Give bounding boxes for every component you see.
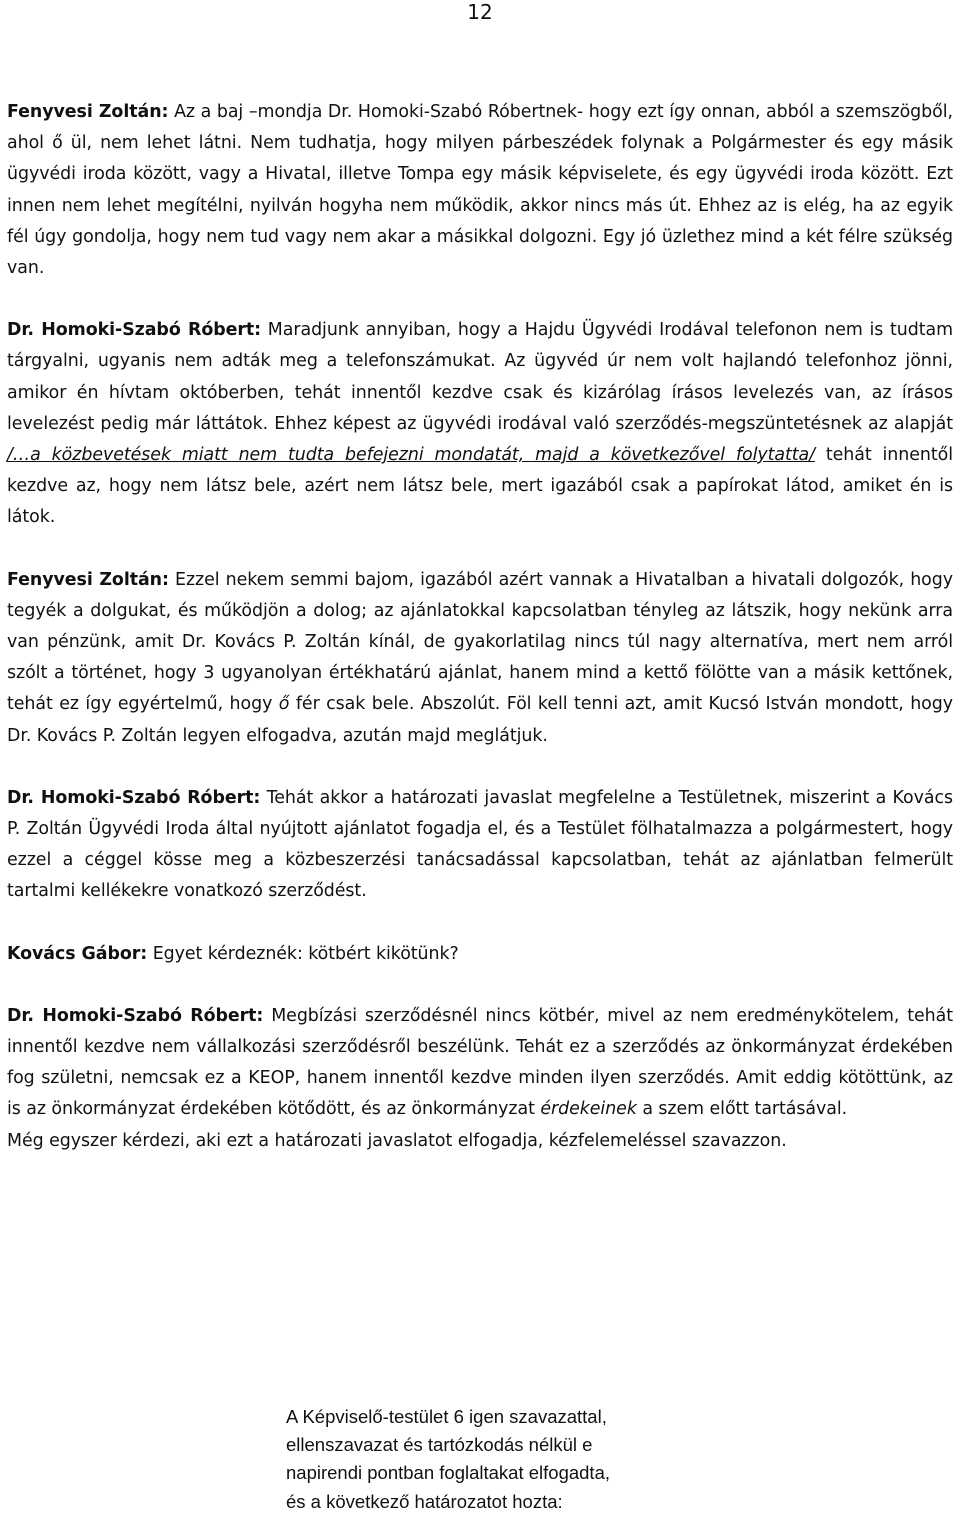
paragraph-6 xyxy=(7,1001,953,1126)
paragraph-text: Ezzel nekem semmi bajom, igazából azért vannak a Hivatalban a hivatali dolgozók, hogy tegyék a dolgukat, és működjön a dolog; az ajánlatokkal kapcsolatban tényleg az látszik, hogy nekünk arra van pénzünk, amit Dr. Kovács P. Zoltán kínál, de gyakorlatilag nincs túl nagy alternatíva, mert nem arról szólt a történet, hogy 3 ugyanolyan értékhatárú ajánlat, hanem mind a kettő fölötte van a másik kettőnek, tehát ez így egyértelmű, hogy xyxy=(7,569,953,715)
resolution-line: ellenszavazat és tartózkodás nélkül e xyxy=(286,1434,593,1456)
resolution-line: és a következő határozatot hozta: xyxy=(286,1490,563,1512)
speaker-name: Dr. Homoki-Szabó Róbert: xyxy=(7,320,262,341)
paragraph-6-followup: Még egyszer kérdezi, aki ezt a határozati javaslatot elfogadja, kézfelemeléssel szavazzon. xyxy=(7,1130,787,1151)
editorial-note: /…a közbevetések miatt nem tudta befejezni mondatát, majd a következővel folytatta/ xyxy=(7,445,815,466)
document-body xyxy=(7,97,953,1188)
paragraph-text: Az a baj –mondja Dr. Homoki-Szabó Róbertnek- hogy ezt így onnan, abból a szemszögből, ahol ő ül, nem lehet látni. Nem tudhatja, hogy milyen párbeszédek folynak a Polgármester és egy másik ügyvédi iroda között, vagy a Hivatal, illetve Tompa egy másik képviselete, és egy ügyvédi iroda között. Ezt innen nem lehet megítélni, nyilván hogyha nem működik, akkor nincs más út. Ehhez az is elég, ha az egyik fél úgy gondolja, hogy nem tud vagy nem akar a másikkal dolgozni. Egy jó üzlethez mind a két félre szükség van. xyxy=(7,102,953,279)
speaker-name: Kovács Gábor: xyxy=(7,943,148,964)
speaker-name: Dr. Homoki-Szabó Róbert: xyxy=(7,1005,264,1026)
resolution-block xyxy=(286,1403,786,1516)
emphasis-text: érdekeinek xyxy=(540,1099,637,1120)
paragraph-text: a szem előtt tartásával. xyxy=(636,1099,848,1120)
paragraph-text: Tehát akkor a határozati javaslat megfelelne a Testületnek, miszerint a Kovács P. Zoltán Ügyvédi Iroda által nyújtott ajánlatot fogadja el, és a Testület fölhatalmazza a polgármestert, hogy ezzel a céggel kösse meg a közbeszerzési tanácsadással kapcsolatban, tehát az ajánlatban felmerült tartalmi kellékekre vonatkozó szerződést. xyxy=(7,787,953,902)
speaker-name: Fenyvesi Zoltán: xyxy=(7,102,169,122)
paragraph-4 xyxy=(7,783,953,908)
resolution-line: napirendi pontban foglaltakat elfogadta, xyxy=(286,1462,611,1484)
paragraph-1 xyxy=(7,97,953,284)
paragraph-text: Maradjunk annyiban, hogy a Hajdu Ügyvédi Irodával telefonon nem is tudtam tárgyalni, ugyanis nem adták meg a telefonszámukat. Az ügyvéd úr nem volt hajlandó telefonhoz jönni, amikor én hívtam októberben, tehát innentől kezdve csak és kizárólag írásos levelezés van, az írásos levelezést pedig már láttátok. Ehhez képest az ügyvédi irodával való szerződés-megszüntetésnek az alapját xyxy=(7,320,953,434)
speaker-name: Fenyvesi Zoltán: xyxy=(7,569,169,590)
paragraph-text: Megbízási szerződésnél nincs kötbér, mivel az nem eredménykötelem, tehát innentől kezdve nem vállalkozási szerződésről beszélünk. Tehát ez a szerződés az önkormányzat érdekében fog születni, nemcsak ez a KEOP, hanem innentől kezdve minden ilyen szerződés. Amit eddig kötöttünk, az is az önkormányzat érdekében kötődött, és az önkormányzat xyxy=(7,1005,953,1120)
paragraph-5 xyxy=(7,939,953,970)
paragraph-text: Egyet kérdeznék: kötbért kikötünk? xyxy=(152,943,459,964)
emphasis-text: ő xyxy=(278,694,290,715)
resolution-line: A Képviselő-testület 6 igen szavazattal, xyxy=(286,1406,607,1427)
paragraph-text: fér csak bele. Abszolút. Föl kell tenni azt, amit Kucsó István mondott, hogy Dr. Kovács P. Zoltán legyen elfogadva, azután majd meglátjuk. xyxy=(7,694,953,746)
speaker-name: Dr. Homoki-Szabó Róbert: xyxy=(7,787,261,808)
paragraph-2 xyxy=(7,315,953,533)
paragraph-3 xyxy=(7,565,953,752)
paragraph-text: tehát innentől kezdve az, hogy nem látsz bele, azért nem látsz bele, mert igazából csak a papírokat látod, amiket én is látok. xyxy=(7,445,953,528)
page-number: 12 xyxy=(467,0,493,24)
